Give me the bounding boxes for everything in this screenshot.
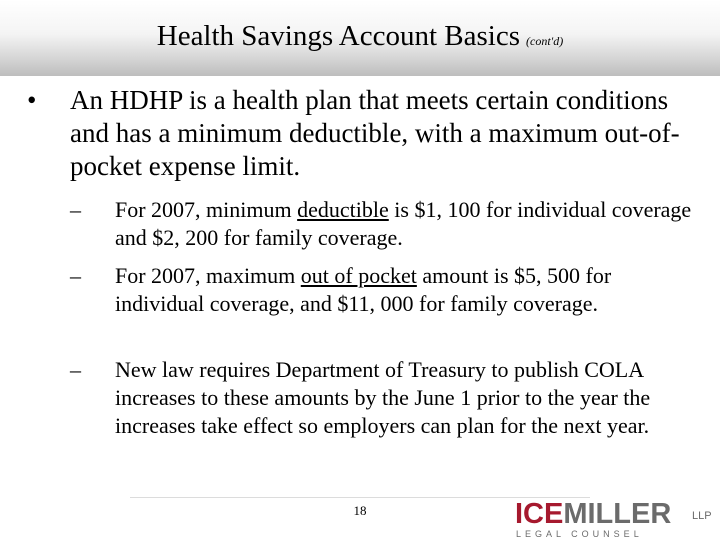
sub-bullet-text — [115, 262, 705, 318]
sub-bullet-text-pre: For 2007, maximum — [115, 263, 301, 288]
logo-llp: LLP — [692, 510, 712, 522]
sub-bullet-text-pre: For 2007, minimum — [115, 197, 298, 222]
logo-wordmark — [515, 497, 671, 531]
title-suffix: (cont'd) — [526, 34, 564, 48]
sub-bullet-text: New law requires Department of Treasury to publish COLA increases to these amounts by the June 1 prior to the year the increases take effect so employers can plan for the next year. — [115, 357, 651, 438]
logo-miller: MILLER — [563, 498, 672, 530]
sub-bullet-text — [115, 196, 705, 252]
title-bar — [0, 0, 720, 76]
bullet-marker: • — [27, 85, 37, 115]
page-number: 18 — [353, 503, 367, 518]
slide-title — [0, 20, 720, 53]
title-text: Health Savings Account Basics — [156, 20, 521, 52]
deductible-term: deductible — [297, 197, 389, 222]
sub-bullet-marker: – — [70, 197, 81, 222]
main-bullet-text: An HDHP is a health plan that meets certain conditions and has a minimum deductible, with a maximum out-of-pocket expense limit. — [70, 85, 680, 181]
sub-bullet-marker: – — [70, 357, 81, 382]
sub-bullet-text-post: amount is $5, 500 for individual coverage, and $11, 000 for family coverage. — [115, 263, 612, 316]
logo-ice: ICE — [515, 498, 564, 530]
logo-tagline: LEGAL COUNSEL — [516, 529, 643, 539]
sub-bullet-marker: – — [70, 263, 81, 288]
ice-miller-logo — [515, 497, 715, 540]
out-of-pocket-term: out of pocket — [300, 263, 417, 288]
sub-bullet-text-post: is $1, 100 for individual coverage and $2, 200 for family coverage. — [115, 197, 692, 250]
